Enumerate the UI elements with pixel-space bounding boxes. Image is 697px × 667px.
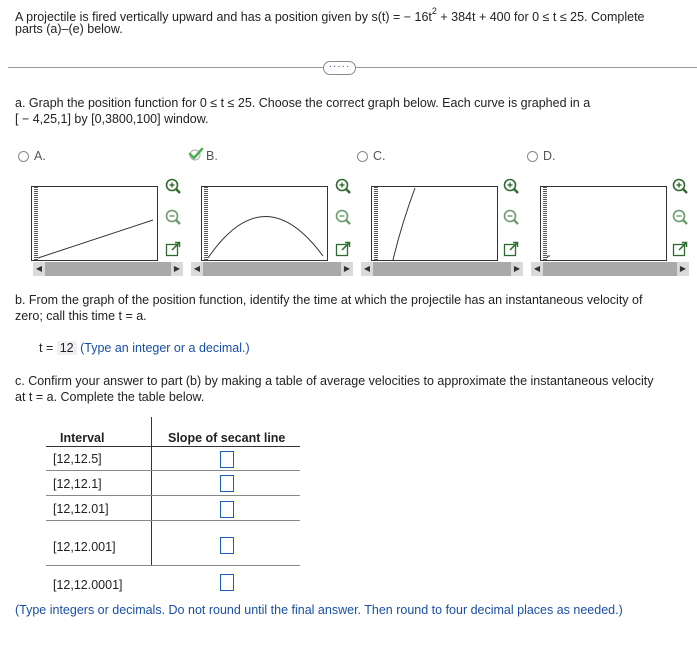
scroll-left-icon[interactable]: ◀ [35, 264, 43, 273]
table-row-interval: [12,12.1] [53, 477, 102, 491]
part-b-text-2: zero; call this time t = a. [15, 309, 147, 323]
row-divider [46, 565, 300, 566]
zoom-out-icon[interactable] [502, 208, 520, 226]
more-button[interactable]: ····· [323, 61, 356, 75]
zoom-in-icon[interactable] [334, 177, 352, 195]
scroll-right-icon[interactable]: ▶ [513, 264, 521, 273]
selected-check-icon [188, 147, 204, 161]
scroll-right-icon[interactable]: ▶ [679, 264, 687, 273]
zoom-out-icon[interactable] [671, 208, 689, 226]
part-a-text-2: [ − 4,25,1] by [0,3800,100] window. [15, 112, 209, 126]
scroll-left-icon[interactable]: ◀ [533, 264, 541, 273]
scroll-thumb[interactable] [45, 262, 171, 276]
exponent: 2 [431, 6, 437, 16]
scroll-left-icon[interactable]: ◀ [363, 264, 371, 273]
part-b-answer-row [39, 340, 250, 356]
row-divider [46, 520, 300, 521]
answer-hint: (Type an integer or a decimal.) [80, 341, 250, 355]
part-c-footer-hint: (Type integers or decimals. Do not round until the final answer. Then round to four decimal places as needed.) [15, 603, 623, 617]
scroll-right-icon[interactable]: ▶ [343, 264, 351, 273]
intro-text-1: A projectile is fired vertically upward and has a position given by s(t) = − 16t [15, 10, 432, 25]
intro-line-2: parts (a)–(e) below. [15, 22, 123, 36]
scroll-right-icon[interactable]: ▶ [173, 264, 181, 273]
option-c-label[interactable]: C. [373, 149, 386, 163]
table-column-divider [151, 417, 152, 565]
row-divider [46, 470, 300, 471]
slope-input-1[interactable] [220, 451, 234, 468]
option-a-scrollbar[interactable] [33, 262, 183, 276]
zoom-out-icon[interactable] [334, 208, 352, 226]
answer-t-value[interactable]: 12 [57, 341, 77, 355]
col-interval-header: Interval [60, 431, 105, 445]
option-c-radio[interactable] [357, 151, 368, 162]
slope-input-4[interactable] [220, 537, 234, 554]
part-b-text-1: b. From the graph of the position function, identify the time at which the projectile has an instantaneous velocity of [15, 293, 643, 307]
row-divider [46, 495, 300, 496]
slope-input-5[interactable] [220, 574, 234, 591]
popout-icon[interactable] [502, 240, 520, 258]
option-b-scrollbar[interactable] [191, 262, 353, 276]
zoom-in-icon[interactable] [671, 177, 689, 195]
option-c-graph [371, 186, 498, 261]
scroll-thumb[interactable] [543, 262, 677, 276]
popout-icon[interactable] [164, 240, 182, 258]
option-a-radio[interactable] [18, 151, 29, 162]
table-row-interval: [12,12.01] [53, 502, 109, 516]
option-d-graph [540, 186, 667, 261]
slope-input-3[interactable] [220, 501, 234, 518]
table-row-interval: [12,12.0001] [53, 578, 123, 592]
part-c-text-2: at t = a. Complete the table below. [15, 390, 205, 404]
table-row-interval: [12,12.5] [53, 452, 102, 466]
zoom-in-icon[interactable] [164, 177, 182, 195]
zoom-in-icon[interactable] [502, 177, 520, 195]
scroll-thumb[interactable] [373, 262, 511, 276]
option-d-label[interactable]: D. [543, 149, 556, 163]
option-a-graph [31, 186, 158, 261]
intro-text-2: + 384t + 400 for 0 ≤ t ≤ 25. Complete [436, 10, 645, 25]
table-header-rule [46, 446, 300, 447]
option-b-graph [201, 186, 328, 261]
option-b-label[interactable]: B. [206, 149, 218, 163]
option-c-scrollbar[interactable] [361, 262, 523, 276]
col-slope-header: Slope of secant line [168, 431, 286, 445]
option-d-radio[interactable] [527, 151, 538, 162]
part-a-text-1: a. Graph the position function for 0 ≤ t ≤ 25. Choose the correct graph below. Each curve is graphed in a [15, 96, 591, 110]
popout-icon[interactable] [671, 240, 689, 258]
popout-icon[interactable] [334, 240, 352, 258]
option-d-scrollbar[interactable] [531, 262, 689, 276]
zoom-out-icon[interactable] [164, 208, 182, 226]
scroll-thumb[interactable] [203, 262, 341, 276]
part-c-text-1: c. Confirm your answer to part (b) by making a table of average velocities to approximate the instantaneous velocity [15, 374, 654, 388]
scroll-left-icon[interactable]: ◀ [193, 264, 201, 273]
table-row-interval: [12,12.001] [53, 540, 116, 554]
option-a-label[interactable]: A. [34, 149, 46, 163]
slope-input-2[interactable] [220, 475, 234, 492]
answer-prefix: t = [39, 341, 54, 355]
